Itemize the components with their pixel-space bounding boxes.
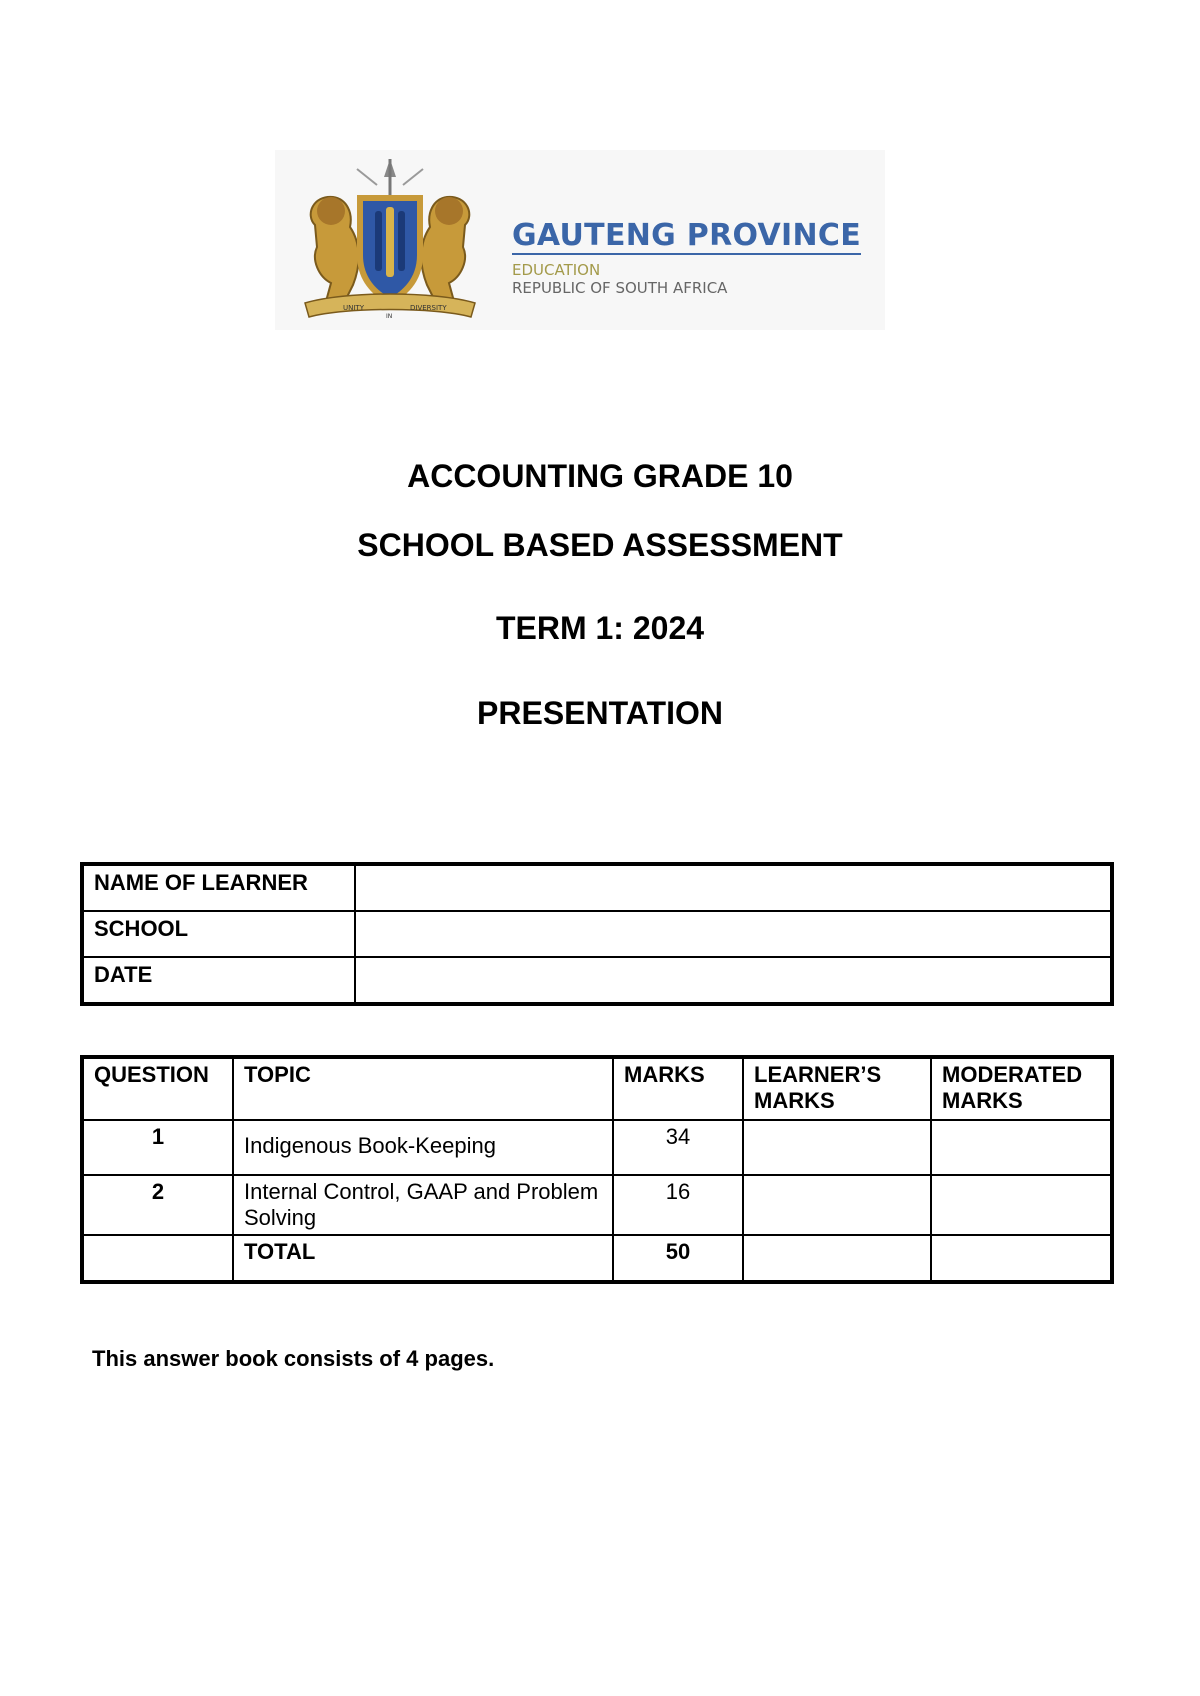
- total-marks: 50: [613, 1235, 743, 1282]
- total-moderated-marks-cell[interactable]: [931, 1235, 1112, 1282]
- learner-marks-cell[interactable]: [743, 1175, 931, 1235]
- heading-subject: ACCOUNTING GRADE 10: [407, 458, 793, 494]
- logo-subtitle-education: EDUCATION: [512, 261, 601, 279]
- header-moderated-marks: MODERATED MARKS: [931, 1057, 1112, 1120]
- table-row: [82, 911, 1112, 957]
- question-number: 2: [82, 1175, 233, 1235]
- table-total-row: [82, 1235, 1112, 1282]
- header-learner-marks: LEARNER’S MARKS: [743, 1057, 931, 1120]
- school-field[interactable]: [355, 911, 1112, 957]
- topic-cell: Internal Control, GAAP and Problem Solving: [233, 1175, 613, 1235]
- logo-title: GAUTENG PROVINCE: [512, 218, 861, 253]
- coat-of-arms-icon: [295, 155, 485, 325]
- heading-assessment: SCHOOL BASED ASSESSMENT: [357, 527, 843, 563]
- moderated-marks-cell[interactable]: [931, 1175, 1112, 1235]
- page-count-note: This answer book consists of 4 pages.: [92, 1346, 495, 1371]
- learner-name-field[interactable]: [355, 864, 1112, 911]
- total-question-cell: [82, 1235, 233, 1282]
- school-label: SCHOOL: [82, 911, 355, 957]
- learner-marks-cell[interactable]: [743, 1120, 931, 1175]
- table-row: [82, 957, 1112, 1004]
- header-marks: MARKS: [613, 1057, 743, 1120]
- marks-cell: 16: [613, 1175, 743, 1235]
- topic-cell: Indigenous Book-Keeping: [233, 1120, 613, 1175]
- heading-term: TERM 1: 2024: [495, 610, 705, 646]
- table-row: [82, 864, 1112, 911]
- table-header-row: [82, 1057, 1112, 1120]
- date-label: DATE: [82, 957, 355, 1004]
- question-number: 1: [82, 1120, 233, 1175]
- marks-table: [80, 1055, 1114, 1284]
- date-field[interactable]: [355, 957, 1112, 1004]
- table-row: [82, 1120, 1112, 1175]
- logo-subtitle-republic: REPUBLIC OF SOUTH AFRICA: [512, 279, 728, 297]
- learner-info-table: [80, 862, 1114, 1006]
- header-topic: TOPIC: [233, 1057, 613, 1120]
- motto-text: IN: [386, 313, 393, 320]
- table-row: [82, 1175, 1112, 1235]
- motto-text: DIVERSITY: [410, 304, 447, 312]
- marks-cell: 34: [613, 1120, 743, 1175]
- heading-task: PRESENTATION: [477, 695, 723, 731]
- motto-text: UNITY: [343, 304, 364, 312]
- moderated-marks-cell[interactable]: [931, 1120, 1112, 1175]
- gauteng-logo: [275, 150, 885, 330]
- learner-name-label: NAME OF LEARNER: [82, 864, 355, 911]
- total-learner-marks-cell[interactable]: [743, 1235, 931, 1282]
- header-question: QUESTION: [82, 1057, 233, 1120]
- total-label: TOTAL: [233, 1235, 613, 1282]
